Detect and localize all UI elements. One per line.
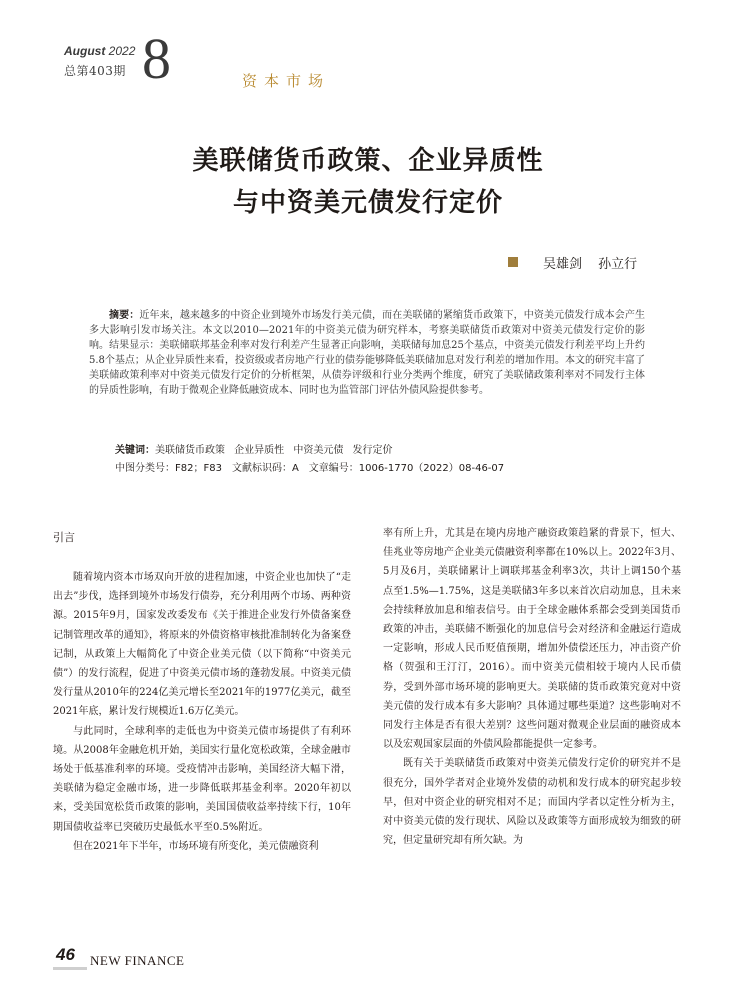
page-number: 46 xyxy=(56,945,75,964)
issue-total-number: 总第403期 xyxy=(64,64,126,78)
paragraph: 随着境内资本市场双向开放的进程加速，中资企业也加快了“走出去”步伐，选择到境外市场发行债券，充分利用两个市场、两种资源。2015年9月，国家发改委发布《关于推进企业发行外债备案登记制管理改革的通知》，将原来的外债资格审核批准制转化为备案登记制，从政策上大幅简化了中资企业美元债（以下简称“中资美元债”）的发行流程，促进了中资美元债市场的蓬勃发展。中资美元债发行量从2010年的224亿美元增长至2021年的1977亿美元，截至2021年底，累计发行规模近1.6万亿美元。 xyxy=(53,572,351,718)
right-column xyxy=(383,524,681,850)
author-square-icon xyxy=(508,257,518,267)
paragraph: 既有关于美联储货币政策对中资美元债发行定价的研究并不是很充分，国外学者对企业境外发债的动机和发行成本的研究起步较早，但对中资企业的研究相对不足；而国内学者以定性分析为主，对中资美元债的发行现状、风险以及政策等方面形成较为细致的研究，但定量研究却有所欠缺。为 xyxy=(383,758,681,847)
paragraph: 但在2021年下半年，市场环境有所变化，美元债融资利 xyxy=(73,840,319,852)
abstract xyxy=(89,308,645,398)
left-column xyxy=(53,568,351,856)
classification-line: 中图分类号：F82；F83 文献标识码：A 文章编号：1006-1770（2022）08-46-07 xyxy=(115,463,505,474)
section-heading: 引言 xyxy=(53,531,75,544)
journal-name: NEW FINANCE xyxy=(90,953,185,968)
keywords-label: 关键词： xyxy=(115,445,155,456)
issue-month: August 2022 xyxy=(64,44,136,58)
section-title: 资本市场 xyxy=(242,72,331,90)
page-number-underline xyxy=(53,967,87,970)
paragraph: 与此同时，全球利率的走低也为中资美元债市场提供了有利环境。从2008年金融危机开始，美国实行量化宽松政策，全球金融市场处于低基准利率的环境。受疫情冲击影响，美国经济大幅下滑，美联储为稳定金融市场，进一步降低联邦基金利率。2020年初以来，受美国宽松货币政策的影响，美国国债收益率持续下行，10年期国债收益率已突破历史最低水平至0.5%附近。 xyxy=(53,725,351,833)
keywords-value: 美联储货币政策 企业异质性 中资美元债 发行定价 xyxy=(155,445,393,456)
paragraph-continued: 率有所上升，尤其是在境内房地产融资政策趋紧的背景下，恒大、佳兆业等房地产企业美元债融资利率都在10%以上。2022年3月、5月及6月，美联储累计上调联邦基金利率3次，共计上调150个基点至1.5%—1.75%，这是美联储3年多以来首次启动加息，且未来会持续释放加息和缩表信号。由于全球金融体系都会受到美国货币政策的冲击，美联储不断强化的加息信号会对经济和金融运行造成一定影响，形成人民币贬值预期，增加外债偿还压力，冲击资产价格（贺强和王汀汀，2016）。而中资美元债相较于境内人民币债券，受到外部市场环境的影响更大。美联储的货币政策究竟对中资美元债的发行成本有多大影响？具体通过哪些渠道？这些影响对不同发行主体是否有很大差别？这些问题对微观企业层面的融资成本以及宏观国家层面的外债风险都能提供一定参考。 xyxy=(383,528,681,751)
paper-title-line-1: 美联储货币政策、企业异质性 xyxy=(192,146,544,176)
abstract-text: 近年来，越来越多的中资企业到境外市场发行美元债，而在美联储的紧缩货币政策下，中资美元债发行成本会产生多大影响引发市场关注。本文以2010—2021年的中资美元债为研究样本，考察美联储货币政策对中资美元债发行定价的影响。结果显示：美联储联邦基金利率对发行利差产生显著正向影响，美联储每加息25个基点，中资美元债发行利差平均上升约5.8个基点；从企业异质性来看，投资级或者房地产行业的债券能够降低美联储加息对发行利差的增加作用。本文的研究丰富了美联储政策利率对中资美元债发行定价的分析框架，从债券评级和行业分类两个维度，研究了美联储政策利率对不同发行主体的异质性影响，有助于微观企业降低融资成本、同时也为监管部门评估外债风险提供参考。 xyxy=(89,310,646,396)
issue-number: 8 xyxy=(142,26,171,91)
abstract-label: 摘要： xyxy=(109,310,140,321)
authors: 吴雄剑 孙立行 xyxy=(543,257,638,272)
paper-title-line-2: 与中资美元债发行定价 xyxy=(232,188,503,218)
keywords xyxy=(115,441,393,456)
